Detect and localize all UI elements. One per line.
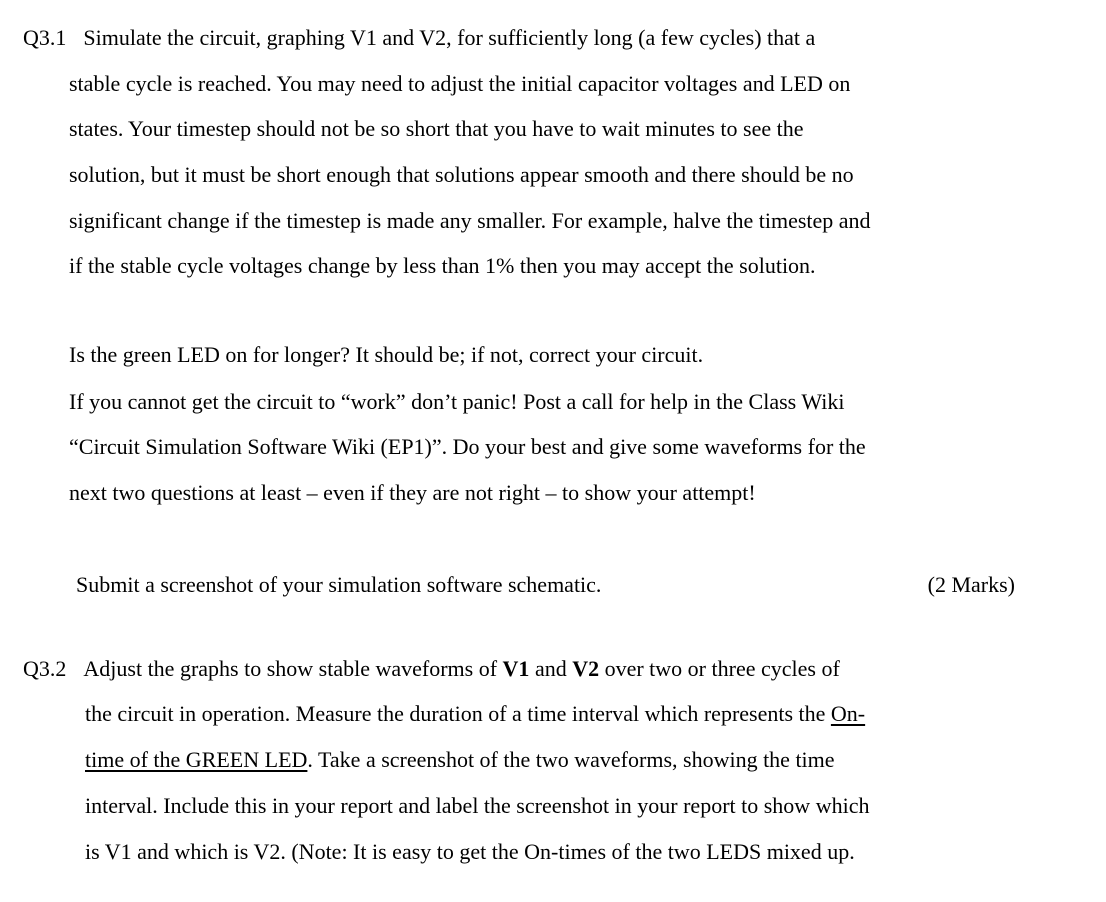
q31-line-5: significant change if the timestep is made any smaller. For example, halve the timestep and xyxy=(69,208,871,233)
q32-text-1b: over two or three cycles of xyxy=(604,656,840,681)
q31-note-1: Is the green LED on for longer? It should be; if not, correct your circuit. xyxy=(69,342,704,367)
q31-line-3: states. Your timestep should not be so short that you have to wait minutes to see the xyxy=(69,116,804,141)
q31-text-1: Simulate the circuit, graphing V1 and V2, for sufficiently long (a few cycles) that a xyxy=(83,25,816,50)
q32-line-5: is V1 and which is V2. (Note: It is easy to get the On-times of the two LEDS mixed up. xyxy=(85,839,855,864)
q32-on-time-underlined-start: On- xyxy=(830,701,866,726)
q32-line-3 xyxy=(85,745,835,775)
q32-on-time-underlined-end: time of the GREEN LED xyxy=(85,747,308,772)
q31-note-4: next two questions at least – even if they are not right – to show your attempt! xyxy=(69,480,756,505)
q32-text-1a: Adjust the graphs to show stable waveforms of xyxy=(83,656,498,681)
q32-v2-bold: V2 xyxy=(572,656,600,681)
q31-number: Q3.1 xyxy=(23,25,67,50)
q32-v1-bold: V1 xyxy=(502,656,530,681)
q31-marks: (2 Marks) xyxy=(927,572,1015,597)
q32-text-2a: the circuit in operation. Measure the duration of a time interval which represents the xyxy=(85,701,826,726)
q31-note-2: If you cannot get the circuit to “work” don’t panic! Post a call for help in the Class Wiki xyxy=(69,389,845,414)
q31-line-2: stable cycle is reached. You may need to adjust the initial capacitor voltages and LED on xyxy=(69,71,851,96)
q31-line-4: solution, but it must be short enough that solutions appear smooth and there should be no xyxy=(69,162,854,187)
q31-line-1 xyxy=(23,23,815,53)
q31-submit-instruction: Submit a screenshot of your simulation software schematic. xyxy=(76,572,602,597)
q31-line-6: if the stable cycle voltages change by less than 1% then you may accept the solution. xyxy=(69,253,816,278)
q32-and: and xyxy=(534,656,567,681)
q31-note-3: “Circuit Simulation Software Wiki (EP1)”. Do your best and give some waveforms for the xyxy=(69,434,866,459)
q32-line-2 xyxy=(85,699,865,729)
q32-text-3b: . Take a screenshot of the two waveforms, showing the time xyxy=(307,747,835,772)
q32-line-4: interval. Include this in your report and label the screenshot in your report to show which xyxy=(85,793,870,818)
q32-number: Q3.2 xyxy=(23,656,67,681)
q32-line-1 xyxy=(23,654,840,684)
